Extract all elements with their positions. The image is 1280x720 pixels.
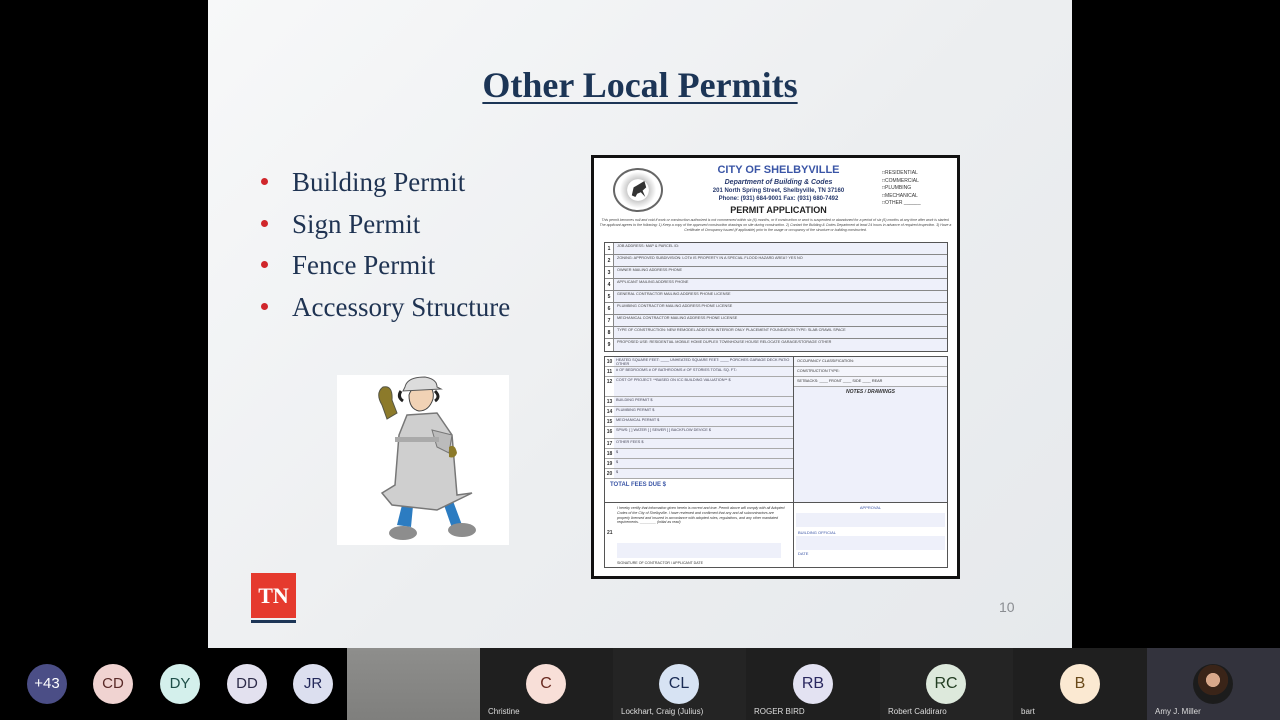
participant-name: Amy J. Miller — [1155, 707, 1201, 716]
more-participants-button[interactable]: +43 — [27, 664, 67, 704]
form-row: 14 PLUMBING PERMIT $ — [605, 407, 793, 417]
form-row: 15 MECHANICAL PERMIT $ — [605, 417, 793, 427]
participant-name: ROGER BIRD — [754, 707, 805, 716]
form-row: 6 PLUMBING CONTRACTOR MAILING ADDRESS PHONE LICENSE — [605, 303, 947, 315]
form-row: 13 BUILDING PERMIT $ — [605, 397, 793, 407]
form-row: 20 $ — [605, 469, 793, 479]
notes-column: OCCUPANCY CLASSIFICATION: CONSTRUCTION TYPE: SETBACKS: ____ FRONT ____ SIDE ____ REAR NOTES / DRAWINGS — [794, 357, 947, 567]
form-row: 4 APPLICANT MAILING ADDRESS PHONE — [605, 279, 947, 291]
slide-page-number: 10 — [999, 599, 1015, 615]
form-city: CITY OF SHELBYVILLE — [717, 164, 840, 176]
participant-avatar[interactable]: DD — [227, 664, 267, 704]
participant-tile[interactable] — [746, 648, 880, 720]
total-fees-due: TOTAL FEES DUE $ — [610, 482, 667, 488]
form-row: 1 JOB ADDRESS: MAP & PARCEL ID: — [605, 243, 947, 255]
bullet-item: Accessory Structure — [258, 288, 510, 330]
presentation-slide — [208, 0, 1072, 648]
form-row: 17 OTHER FEES $ — [605, 439, 793, 449]
bullet-item: Building Permit — [258, 163, 510, 205]
participant-avatar: RC — [926, 664, 966, 704]
certification-text: I hereby certify that information given herein is correct and true. Permit above will comply with all Adopted Codes of the City of Shelbyville. I have reviewed and confirmed that any and all subcontractors are properly licensed and insured in accordance with adopted rules, regulations, and any other mandated requirements. ________ (initial as read) — [617, 506, 785, 525]
form-row: 11 # OF BEDROOMS # OF BATHROOMS # OF STORIES TOTAL SQ. FT.: — [605, 367, 793, 377]
form-address: 201 North Spring Street, Shelbyville, TN 37160 — [712, 188, 845, 194]
form-phone: Phone: (931) 684-9001 Fax: (931) 680-7492 — [718, 196, 839, 202]
participant-name: Lockhart, Craig (Julius) — [621, 707, 704, 716]
participant-avatar: B — [1060, 664, 1100, 704]
form-row: 2 ZONING: APPROVED SUBDIVISION: LOT# IS PROPERTY IN A SPECIAL FLOOD HAZARD AREA? YES NO — [605, 255, 947, 267]
participant-tile[interactable] — [480, 648, 613, 720]
inspector-gadget-image — [337, 375, 509, 545]
form-row: 16 SPWS: [ ] WATER [ ] SEWER [ ] BACKFLOW DEVICE $ — [605, 427, 793, 439]
participant-name: Christine — [488, 707, 520, 716]
notes-drawings-label: NOTES / DRAWINGS — [846, 389, 895, 395]
form-title: PERMIT APPLICATION — [730, 205, 827, 215]
participant-name: bart — [1021, 707, 1035, 716]
bullet-dot-icon — [261, 220, 268, 227]
bullet-item: Fence Permit — [258, 246, 510, 288]
cartoon-detective-icon — [337, 375, 509, 545]
bullet-dot-icon — [261, 261, 268, 268]
form-row: 9 PROPOSED USE: RESIDENTIAL MOBILE HOME DUPLEX TOWNHOUSE HOUSE RELOCATE GARAGE/STORAGE OTHER — [605, 339, 947, 351]
participant-avatar: CL — [659, 664, 699, 704]
participant-avatar: RB — [793, 664, 833, 704]
bullet-dot-icon — [261, 178, 268, 185]
form-row: 12 COST OF PROJECT: **BASED ON ICC BUILDING VALUATION** $ — [605, 377, 793, 397]
bullet-dot-icon — [261, 303, 268, 310]
participant-avatar: C — [526, 664, 566, 704]
form-department: Department of Building & Codes — [724, 179, 833, 186]
form-signature-section: 21 I hereby certify that information given herein is correct and true. Permit above will comply with all Adopted Codes of the City of Shelbyville. I have reviewed and confirmed that any and all subcontractors are properly licensed and insured in accordance with adopted rules, regulations, and any other mandated requirements. ________ (initial as read) SIGNATURE OF CONTRACTOR / APPLICANT DATE APPROVAL BUILDING OFFICIAL DATE — [604, 502, 948, 568]
form-row: 8 TYPE OF CONSTRUCTION: NEW REMODEL ADDITION INTERIOR ONLY PLACEMENT FOUNDATION TYPE: SLAB CRAWL SPACE — [605, 327, 947, 339]
form-row: 5 GENERAL CONTRACTOR MAILING ADDRESS PHONE LICENSE — [605, 291, 947, 303]
participant-avatar[interactable]: CD — [93, 664, 133, 704]
form-top-grid — [604, 242, 948, 352]
form-row: 10 HEATED SQUARE FEET: ____ UNHEATED SQUARE FEET: ____ PORCHES GARAGE DECK PATIO OTHER — [605, 357, 793, 367]
participant-name: Robert Caldiraro — [888, 707, 947, 716]
participant-video-feed[interactable] — [347, 648, 480, 720]
participant-tile[interactable] — [613, 648, 746, 720]
form-row: 19 $ — [605, 459, 793, 469]
form-row: 18 $ — [605, 449, 793, 459]
participant-photo — [1193, 664, 1233, 704]
form-notice: This permit becomes null and void if work or construction authorized is not commenced within six (6) months, or if construction or work is suspended or abandoned for a period of six (6) months at any time after work is started. The applicant agrees to the following: 1) Keep a copy of the approved construction drawings on site during construction. 2) Contact the Building & Codes Department at least 24 hours in advance of required inspection. 3) Have a Certificate of Occupancy issued (if applicable) prior to the usage or occupancy of the structure or building constructed. — [599, 218, 952, 232]
bullet-item: Sign Permit — [258, 205, 510, 247]
participant-tile[interactable] — [1013, 648, 1147, 720]
form-row: 3 OWNER MAILING ADDRESS PHONE — [605, 267, 947, 279]
slide-title: Other Local Permits — [482, 65, 798, 105]
permit-type-checklist: □ RESIDENTIAL □ COMMERCIAL □ PLUMBING □ MECHANICAL □ OTHER ______ — [882, 170, 921, 208]
participant-avatar[interactable]: DY — [160, 664, 200, 704]
participant-tile-active[interactable] — [1147, 648, 1280, 720]
participant-avatar[interactable]: JR — [293, 664, 333, 704]
permit-application-image — [591, 155, 960, 579]
participant-tile[interactable] — [880, 648, 1013, 720]
tn-logo: TN — [251, 573, 296, 623]
form-row: 7 MECHANICAL CONTRACTOR MAILING ADDRESS PHONE LICENSE — [605, 315, 947, 327]
bullet-list — [258, 163, 510, 329]
